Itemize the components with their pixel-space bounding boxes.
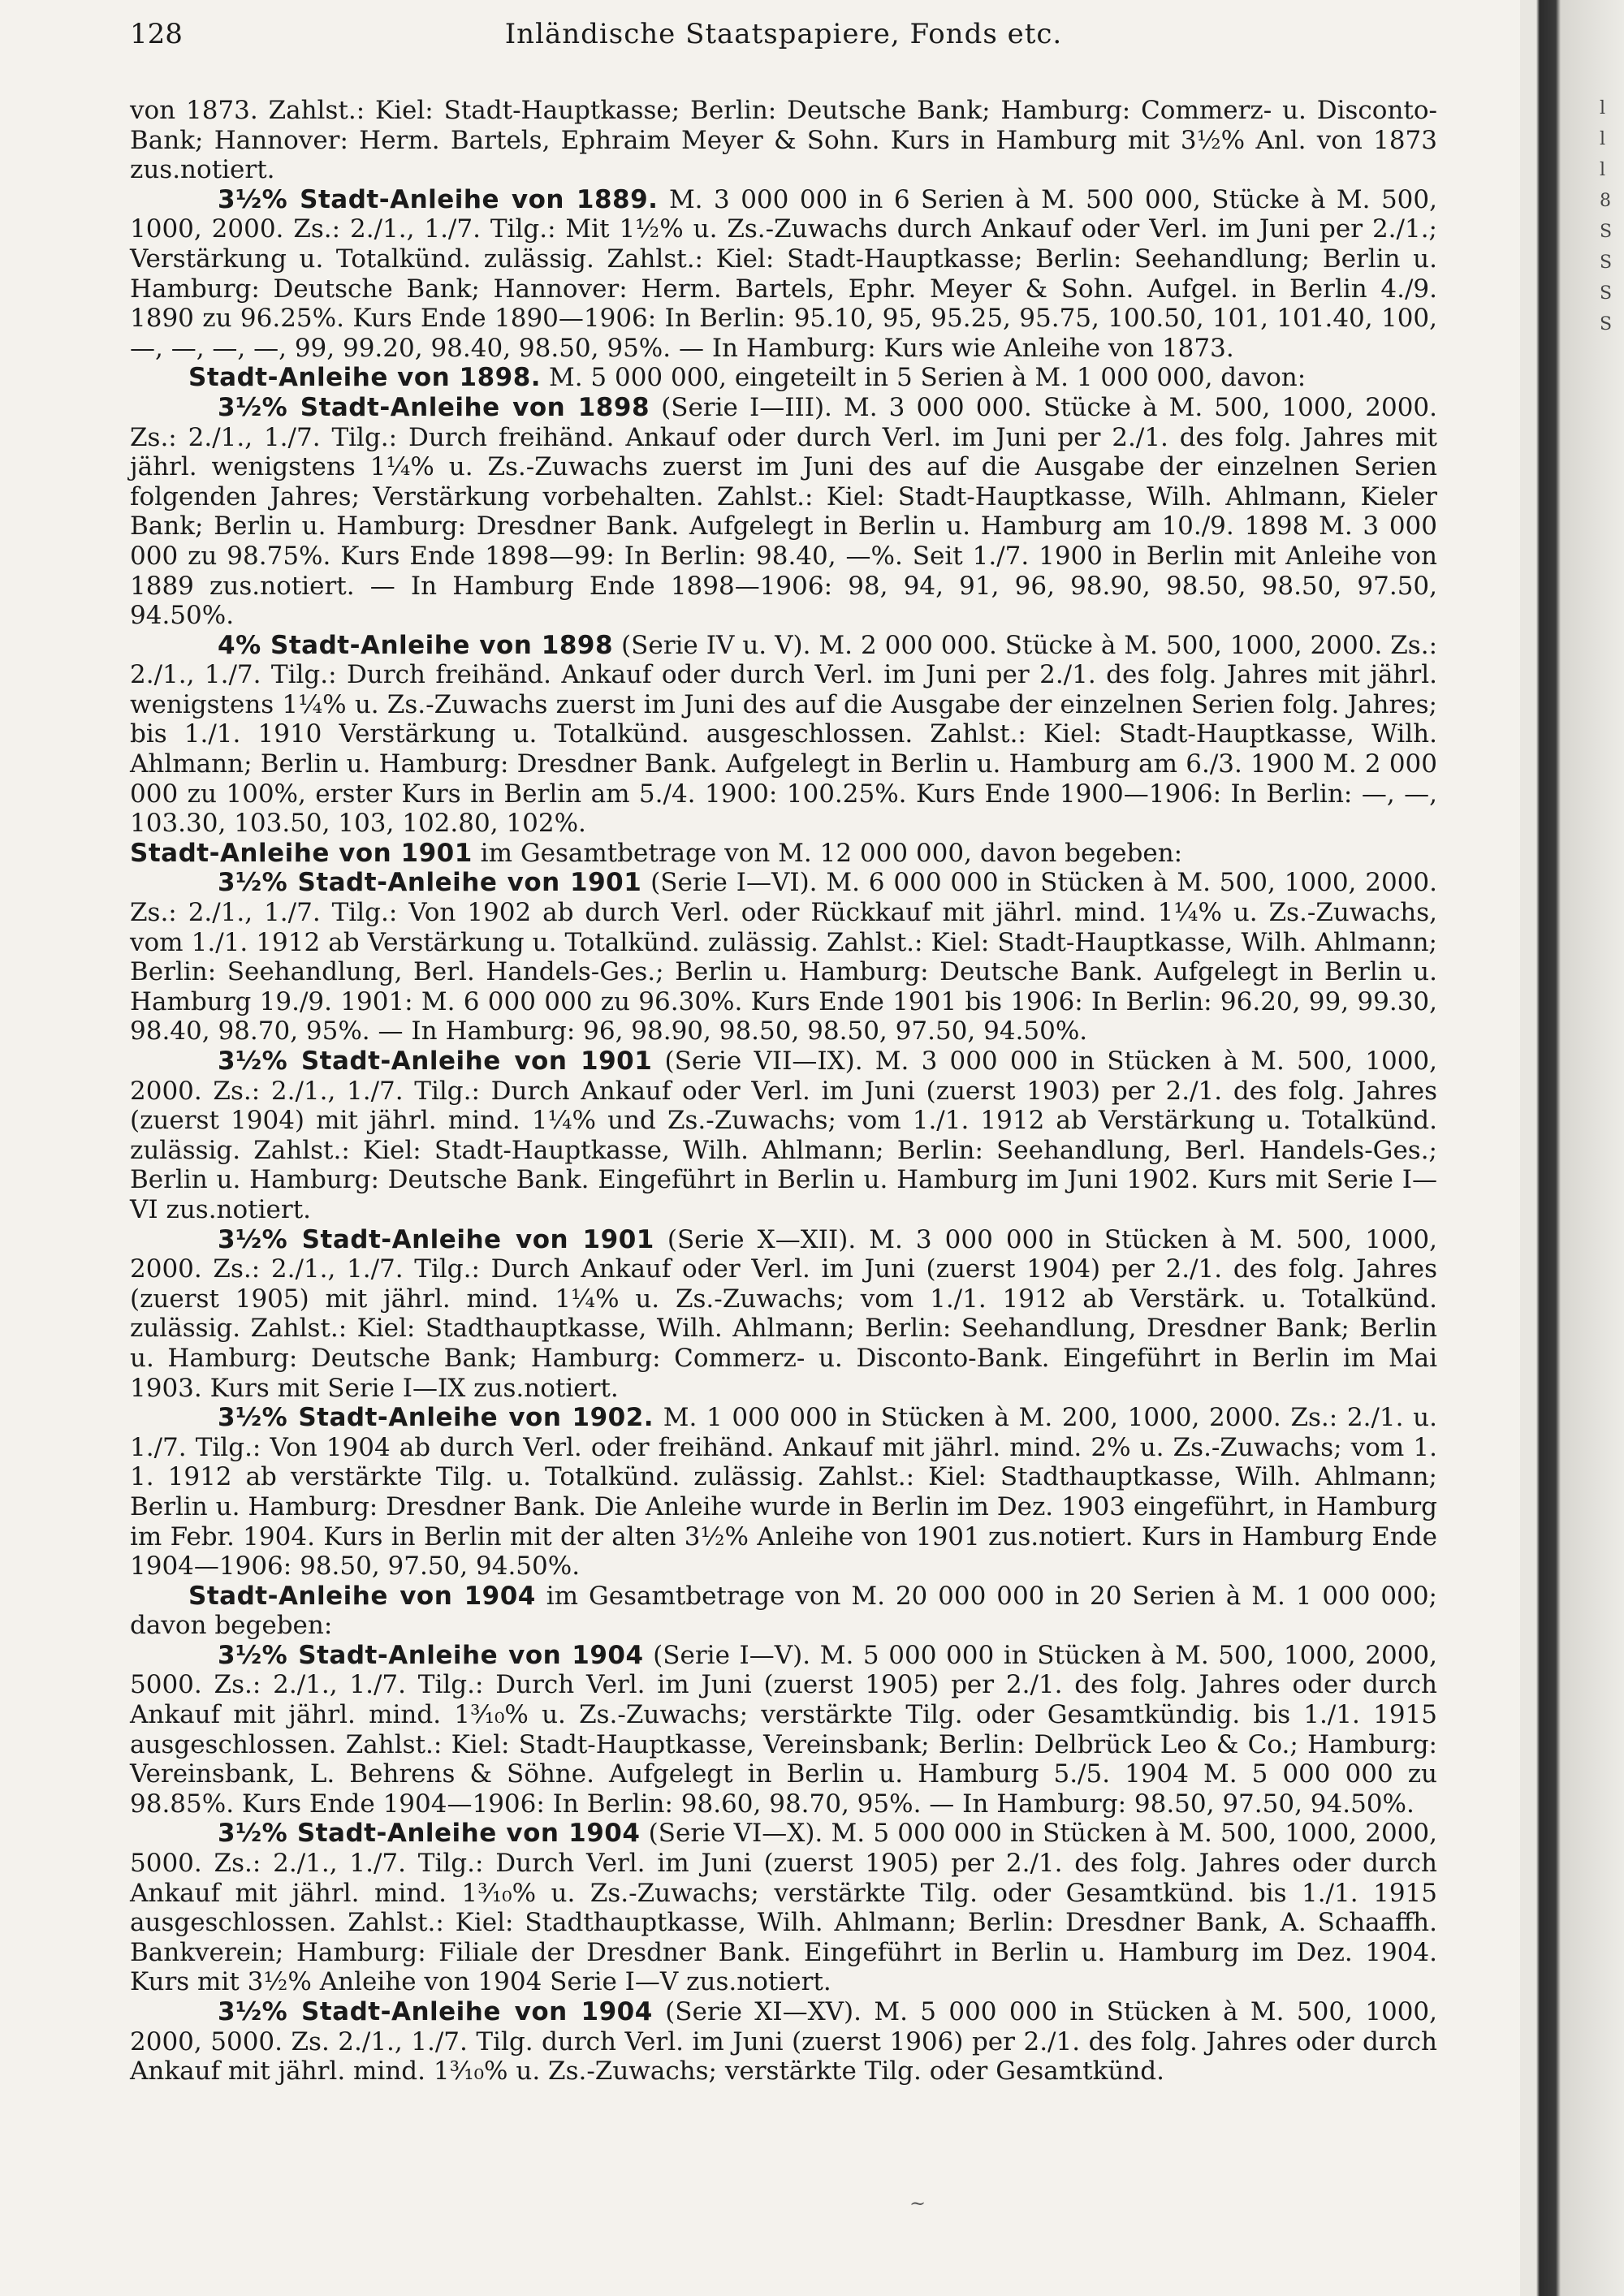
paragraph (130, 868, 1437, 1047)
paragraph-lead: 3½% Stadt-Anleihe von 1904 (218, 1997, 653, 2026)
paragraph (130, 1225, 1437, 1404)
paragraph-lead: Stadt-Anleihe von 1901 (130, 838, 473, 868)
margin-letter: S (1600, 314, 1613, 334)
paragraph (130, 1047, 1437, 1225)
paragraph-lead: 4% Stadt-Anleihe von 1898 (218, 630, 614, 660)
paragraph-lead: 3½% Stadt-Anleihe von 1904 (218, 1819, 641, 1849)
paragraph (130, 631, 1437, 839)
paragraph-text: M. 5 000 000, eingeteilt in 5 Serien à M. 1 000 000, davon: (541, 363, 1307, 393)
paragraph-text: (Serie VII—IX). M. 3 000 000 in Stücken à M. 500, 1000, 2000. Zs.: 2./1., 1./7. Tilg.: Durch Ankauf oder Verl. im Juni (zuerst 1903) per 2./1. des folg. Jahres (zuerst 1904) mit jährl. mind. 1¼% und Zs.-Zuwachs; vom 1./1. 1912 ab Verstärkung u. Totalkünd. zulässig. Zahlst.: Kiel: Stadt-Hauptkasse, Wilh. Ahlmann; Berlin: Seehandlung, Berl. Handels-Ges.; Berlin u. Hamburg: Deutsche Bank. Eingeführt in Berlin u. Hamburg im Juni 1902. Kurs mit Serie I—VI zus.notiert. (130, 1047, 1437, 1224)
page-number: 128 (130, 18, 183, 50)
margin-letter: l (1600, 129, 1606, 149)
paragraph-text: (Serie IV u. V). M. 2 000 000. Stücke à M. 500, 1000, 2000. Zs.: 2./1., 1./7. Tilg.: Durch freihänd. Ankauf oder durch Verl. im Juni per 2./1. des folg. Jahres mit jährl. wenigstens 1¼% u. Zs.-Zuwachs zuerst im Juni des auf die Ausgabe der einzelnen Serien folg. Jahres; bis 1./1. 1910 Verstärkung u. Totalkünd. ausgeschlossen. Zahlst.: Kiel: Stadt-Hauptkasse, Wilh. Ahlmann; Berlin u. Hamburg: Dresdner Bank. Aufgelegt in Berlin u. Hamburg am 6./3. 1900 M. 2 000 000 zu 100%, erster Kurs in Berlin am 5./4. 1900: 100.25%. Kurs Ende 1900—1906: In Berlin: —, —, 103.30, 103.50, 103, 102.80, 102%. (130, 630, 1438, 839)
margin-letter: S (1600, 252, 1613, 273)
paragraph (130, 96, 1437, 185)
paragraph-text: M. 3 000 000 in 6 Serien à M. 500 000, Stücke à M. 500, 1000, 2000. Zs.: 2./1., 1./7. Tilg.: Mit 1½% u. Zs.-Zuwachs durch Ankauf oder Verl. im Juni per 2./1.; Verstärkung u. Totalkünd. zulässig. Zahlst.: Kiel: Stadt-Hauptkasse; Berlin: Seehandlung; Berlin u. Hamburg: Deutsche Bank; Hannover: Herm. Bartels, Ephr. Meyer & Sohn. Aufgel. in Berlin 4./9. 1890 zu 96.25%. Kurs Ende 1890—1906: In Berlin: 95.10, 95, 95.25, 95.75, 100.50, 101, 101.40, 100, —, —, —, —, 99, 99.20, 98.40, 98.50, 95%. — In Hamburg: Kurs wie Anleihe von 1873. (130, 184, 1437, 363)
margin-letter: l (1600, 98, 1606, 119)
paragraph (130, 393, 1437, 631)
margin-letter: 8 (1600, 191, 1611, 211)
paragraph (130, 1819, 1437, 1997)
running-title: Inländische Staatspapiere, Fonds etc. (504, 18, 1063, 50)
paragraph-lead: 3½% Stadt-Anleihe von 1902. (218, 1403, 654, 1433)
paragraph-text: (Serie XI—XV). M. 5 000 000 in Stücken à M. 500, 1000, 2000, 5000. Zs. 2./1., 1./7. Tilg. durch Verl. im Juni (zuerst 1906) per 2./1. des folg. Jahres oder durch Ankauf mit jährl. mind. 1³⁄₁₀% u. Zs.-Zuwachs; verstärkte Tilg. oder Gesamtkünd. (130, 1997, 1437, 2087)
margin-letter: S (1600, 222, 1613, 242)
footer-mark: ~ (909, 2192, 926, 2215)
paragraph-lead: 3½% Stadt-Anleihe von 1901 (218, 868, 642, 898)
margin-letter: S (1600, 283, 1613, 304)
paragraph (130, 363, 1437, 393)
paragraph-lead: 3½% Stadt-Anleihe von 1901 (218, 1047, 653, 1076)
paragraph-lead: Stadt-Anleihe von 1898. (188, 363, 542, 393)
page-edge (1520, 0, 1624, 2296)
text-body (130, 96, 1437, 2087)
paragraph-text: von 1873. Zahlst.: Kiel: Stadt-Hauptkasse; Berlin: Deutsche Bank; Hamburg: Commerz- u. Disconto-Bank; Hannover: Herm. Bartels, Ephraim Meyer & Sohn. Kurs in Hamburg mit 3½% Anl. von 1873 zus.notiert. (130, 96, 1437, 185)
paragraph-text: im Gesamtbetrage von M. 12 000 000, davon begeben: (472, 838, 1183, 868)
margin-letters (1600, 93, 1616, 340)
paragraph-lead: 3½% Stadt-Anleihe von 1889. (218, 184, 659, 214)
margin-letter: l (1600, 160, 1606, 180)
paragraph-lead: 3½% Stadt-Anleihe von 1904 (218, 1640, 644, 1670)
paragraph-text: im Gesamtbetrage von M. 20 000 000 in 20 Serien à M. 1 000 000; davon begeben: (130, 1581, 1438, 1641)
paragraph-text: (Serie I—III). M. 3 000 000. Stücke à M. 500, 1000, 2000. Zs.: 2./1., 1./7. Tilg.: Durch freihänd. Ankauf oder durch Verl. im Juni per 2./1. des folg. Jahres mit jährl. wenigstens 1¼% u. Zs.-Zuwachs zuerst im Juni des auf die Ausgabe der einzelnen Serien folgenden Jahres; Verstärkung vorbehalten. Zahlst.: Kiel: Stadt-Hauptkasse, Wilh. Ahlmann, Kieler Bank; Berlin u. Hamburg: Dresdner Bank. Aufgelegt in Berlin u. Hamburg am 10./9. 1898 M. 3 000 000 zu 98.75%. Kurs Ende 1898—99: In Berlin: 98.40, —%. Seit 1./7. 1900 in Berlin mit Anleihe von 1889 zus.notiert. — In Hamburg Ende 1898—1906: 98, 94, 91, 96, 98.90, 98.50, 98.50, 97.50, 94.50%. (130, 392, 1437, 631)
paragraph (130, 1641, 1437, 1819)
paragraph (130, 185, 1437, 364)
paragraph (130, 1997, 1437, 2087)
paragraph (130, 1582, 1437, 1641)
page-header (130, 18, 1437, 57)
paragraph-text: (Serie VI—X). M. 5 000 000 in Stücken à M. 500, 1000, 2000, 5000. Zs.: 2./1., 1./7. Tilg.: Durch Verl. im Juni (zuerst 1905) per 2./1. des folg. Jahres oder durch Ankauf mit jährl. mind. 1³⁄₁₀% u. Zs.-Zuwachs; verstärkte Tilg. oder Gesamtkünd. bis 1./1. 1915 ausgeschlossen. Zahlst.: Kiel: Stadthauptkasse, Wilh. Ahlmann; Berlin: Dresdner Bank, A. Schaaffh. Bankverein; Hamburg: Filiale der Dresdner Bank. Eingeführt in Berlin u. Hamburg im Dez. 1904. Kurs mit 3½% Anleihe von 1904 Serie I—V zus.notiert. (130, 1819, 1437, 1997)
paragraph (130, 1403, 1437, 1582)
paragraph-text: (Serie I—V). M. 5 000 000 in Stücken à M. 500, 1000, 2000, 5000. Zs.: 2./1., 1./7. Tilg.: Durch Verl. im Juni (zuerst 1905) per 2./1. des folg. Jahres oder durch Ankauf mit jährl. mind. 1³⁄₁₀% u. Zs.-Zuwachs; verstärkte Tilg. oder Gesamtkündig. bis 1./1. 1915 ausgeschlossen. Zahlst.: Kiel: Stadt-Hauptkasse, Vereinsbank; Berlin: Delbrück Leo & Co.; Hamburg: Vereinsbank, L. Behrens & Söhne. Aufgelegt in Berlin u. Hamburg 5./5. 1904 M. 5 000 000 zu 98.85%. Kurs Ende 1904—1906: In Berlin: 98.60, 98.70, 95%. — In Hamburg: 98.50, 97.50, 94.50%. (130, 1640, 1437, 1819)
paragraph-text: (Serie I—VI). M. 6 000 000 in Stücken à M. 500, 1000, 2000. Zs.: 2./1., 1./7. Tilg.: Von 1902 ab durch Verl. oder Rückkauf mit jährl. mind. 1¼% u. Zs.-Zuwachs, vom 1./1. 1912 ab Verstärkung u. Totalkünd. zulässig. Zahlst.: Kiel: Stadt-Hauptkasse, Wilh. Ahlmann; Berlin: Seehandlung, Berl. Handels-Ges.; Berlin u. Hamburg: Deutsche Bank. Aufgelegt in Berlin u. Hamburg 19./9. 1901: M. 6 000 000 zu 96.30%. Kurs Ende 1901 bis 1906: In Berlin: 96.20, 99, 99.30, 98.40, 98.70, 95%. — In Hamburg: 96, 98.90, 98.50, 98.50, 97.50, 94.50%. (130, 868, 1437, 1047)
paragraph-text: M. 1 000 000 in Stücken à M. 200, 1000, 2000. Zs.: 2./1. u. 1./7. Tilg.: Von 1904 ab durch Verl. oder freihänd. Ankauf mit jährl. mind. 2% u. Zs.-Zuwachs; vom 1. 1. 1912 ab verstärkte Tilg. u. Totalkünd. zulässig. Zahlst.: Kiel: Stadthauptkasse, Wilh. Ahlmann; Berlin u. Hamburg: Dresdner Bank. Die Anleihe wurde in Berlin im Dez. 1903 eingeführt, in Hamburg im Febr. 1904. Kurs in Berlin mit der alten 3½% Anleihe von 1901 zus.notiert. Kurs in Hamburg Ende 1904—1906: 98.50, 97.50, 94.50%. (130, 1403, 1437, 1582)
paragraph-text: (Serie X—XII). M. 3 000 000 in Stücken à M. 500, 1000, 2000. Zs.: 2./1., 1./7. Tilg.: Durch Ankauf oder Verl. im Juni (zuerst 1904) per 2./1. des folg. Jahres (zuerst 1905) mit jährl. mind. 1¼% u. Zs.-Zuwachs; vom 1./1. 1912 ab Verstärk. u. Totalkünd. zulässig. Zahlst.: Kiel: Stadthauptkasse, Wilh. Ahlmann; Berlin: Seehandlung, Dresdner Bank; Berlin u. Hamburg: Deutsche Bank; Hamburg: Commerz- u. Disconto-Bank. Eingeführt in Berlin im Mai 1903. Kurs mit Serie I—IX zus.notiert. (130, 1224, 1437, 1403)
paragraph-lead: 3½% Stadt-Anleihe von 1901 (218, 1224, 654, 1254)
paragraph-lead: Stadt-Anleihe von 1904 (188, 1581, 536, 1611)
paragraph (130, 839, 1437, 869)
paragraph-lead: 3½% Stadt-Anleihe von 1898 (218, 392, 650, 422)
